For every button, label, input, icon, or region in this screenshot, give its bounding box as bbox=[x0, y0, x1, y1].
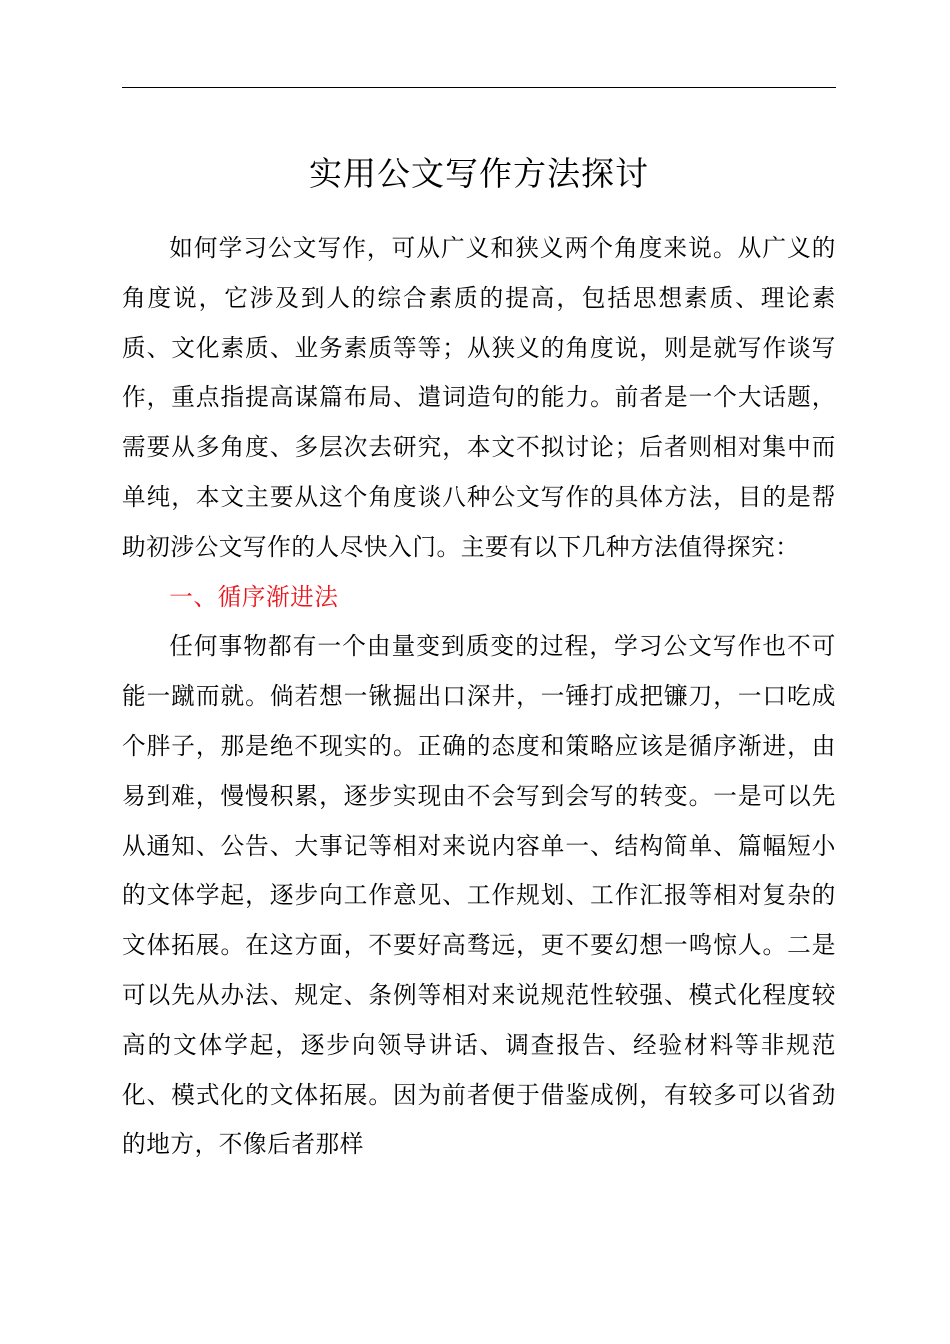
header-rule bbox=[122, 87, 836, 88]
document-body bbox=[122, 224, 836, 1170]
section-1-paragraph: 任何事物都有一个由量变到质变的过程，学习公文写作也不可能一蹴而就。倘若想一锹掘出口深井，一锤打成把镰刀，一口吃成个胖子，那是绝不现实的。正确的态度和策略应该是循序渐进，由易到难，慢慢积累，逐步实现由不会写到会写的转变。一是可以先从通知、公告、大事记等相对来说内容单一、结构简单、篇幅短小的文体学起，逐步向工作意见、工作规划、工作汇报等相对复杂的文体拓展。在这方面，不要好高骛远，更不要幻想一鸣惊人。二是可以先从办法、规定、条例等相对来说规范性较强、模式化程度较高的文体学起，逐步向领导讲话、调查报告、经验材料等非规范化、模式化的文体拓展。因为前者便于借鉴成例，有较多可以省劲的地方，不像后者那样 bbox=[122, 632, 836, 1159]
intro-paragraph: 如何学习公文写作，可从广义和狭义两个角度来说。从广义的角度说，它涉及到人的综合素质的提高，包括思想素质、理论素质、文化素质、业务素质等等；从狭义的角度说，则是就写作谈写作，重点指提高谋篇布局、遣词造句的能力。前者是一个大话题，需要从多角度、多层次去研究，本文不拟讨论；后者则相对集中而单纯，本文主要从这个角度谈八种公文写作的具体方法，目的是帮助初涉公文写作的人尽快入门。主要有以下几种方法值得探究： bbox=[122, 234, 836, 561]
document-title: 实用公文写作方法探讨 bbox=[309, 154, 649, 193]
section-heading-1: 一、循序渐进法 bbox=[169, 582, 339, 611]
